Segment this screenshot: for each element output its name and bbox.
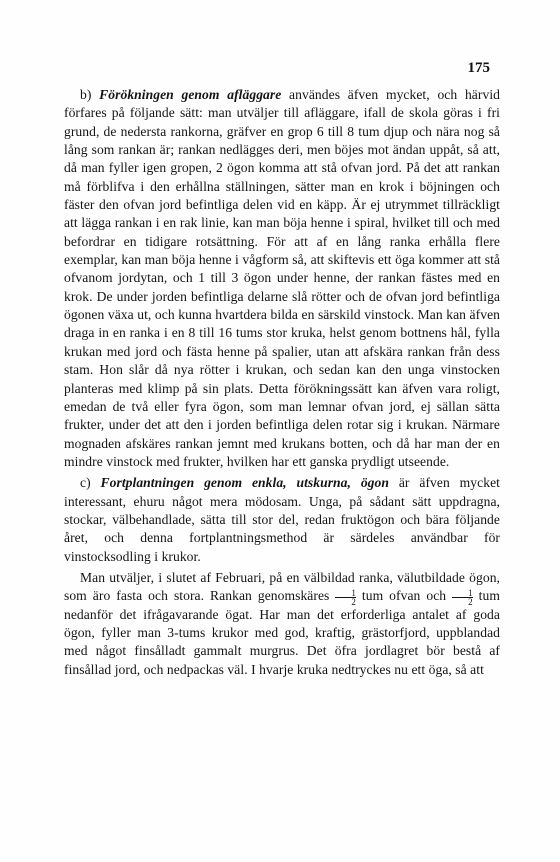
- section-letter: c): [80, 475, 101, 491]
- paragraph-ogon: [64, 474, 500, 566]
- fraction-half: $\frac{1}{2}$: [335, 589, 356, 606]
- fraction-half: $\frac{1}{2}$: [452, 589, 473, 606]
- paragraph-aflaggare: [64, 86, 500, 471]
- paragraph-text: tum nedanför det ifrågavarande ögat. Har man det erforderliga antalet af goda ögon, fyller man 3-tums krukor med god, kraftig, grästorfjord, uppblandad med något finsålladt gammalt murgrus. Det öfra jordlagret bör bestå af finsållad jord, och nedpackas väl. I hvarje kruka nedtryckes nu ett öga, så att: [64, 588, 500, 677]
- section-heading: Fortplantningen genom enkla, utskurna, ögon: [100, 475, 389, 491]
- paragraph-februari: [64, 569, 500, 679]
- paragraph-text: är äfven mycket interessant, ehuru något mera mödosam. Unga, på sådant sätt uppdragna, stockar, välbehandlade, sätta till stor del, redan fruktögon och bära följande året, och denna fortplantningsmethod är särdeles användbar för vinstocksodling i krukor.: [64, 475, 500, 564]
- paragraph-text: användes äfven mycket, och härvid förfares på följande sätt: man utväljer till afläggare, ifall de skola göras i fri grund, de nedersta rankorna, gräfver en grop 6 till 8 tum djup och nära nog så lång som rankan är; rankan nedlägges deri, men böjes mot ändan uppåt, så att, då man fyller igen gropen, 2 ögon komma att stå ofvan jord. På det att rankan må förblifva i den erhållna ställningen, sätter man en krok i böjningen och fäster den ofvan jord befintliga delen vid en käpp. Är ej utrymmet tillräckligt att lägga rankan i en rak linie, kan man böja henne i spiral, hvilket till och med befordrar en tidigare rotsättning. För att af en lång ranka erhålla flere exemplar, kan man böja henne i vågform så, att skiftevis ett öga kommer att stå ofvanom jordytan, och 1 till 3 ögon under henne, der rankan fästes med en krok. De under jorden befintliga delarne slå rötter och de ofvan jord befintliga ögonen växa ut, och kunna hvartdera bilda en särskild vinstock. Man kan äfven draga in en ranka i en 8 till 16 tums stor kruka, helst genom bottnens hål, fylla krukan med jord och fästa henne på spalier, utan att afskära rankan från dess stam. Hon slår då nya rötter i krukan, och sedan kan den unga vinstocken planteras med klimp på sin plats. Detta förökningssätt kan äfven vara roligt, emedan de två eller fyra ögon, som man lemnar ofvan jord, ej sällan sätta frukter, under det att den i jorden befintliga delen rotar sig i krukan. Närmare mognaden afskäres rankan jemnt med krukans botten, och då har man der en mindre vinstock med frukter, hvilken har ett ganska prydligt utseende.: [64, 87, 500, 469]
- section-heading: Förökningen genom afläggare: [99, 87, 282, 102]
- body-text: [64, 86, 500, 679]
- section-letter: b): [80, 87, 100, 102]
- page-number: 175: [467, 60, 490, 76]
- paragraph-text: Man utväljer, i slutet af Februari, på en välbildad ranka, välutbildade ögon, som äro fasta och stora. Rankan genomskäres: [64, 569, 500, 604]
- paragraph-text: tum ofvan och: [355, 588, 453, 604]
